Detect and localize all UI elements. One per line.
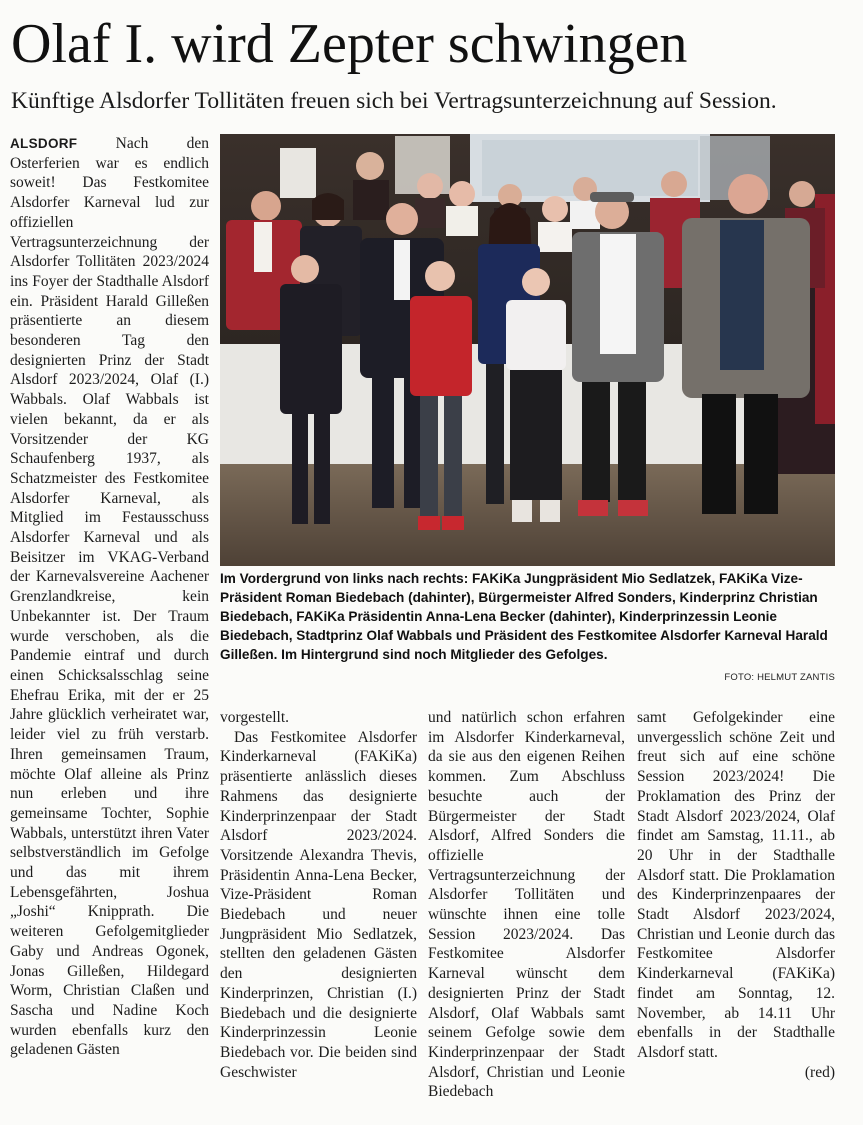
- subheadline: Künftige Alsdorfer Tollitäten freuen sich bei Vertragsunterzeichnung auf Session.: [11, 88, 777, 114]
- headline: Olaf I. wird Zepter schwingen: [11, 13, 688, 75]
- photo-caption: Im Vordergrund von links nach rechts: FAKiKa Jungpräsident Mio Sedlatzek, FAKiKa Vize-Präsident Roman Biedebach (dahinter), Bürgermeister Alfred Sonders, Kinderprinz Christian Biedebach, FAKiKa Präsidentin Anna-Lena Becker (dahinter), Kinderprinzessin Leonie Biedebach, Stadtprinz Olaf Wabbals und Präsident des Festkomitee Alsdorfer Karneval Harald Gilleßen. Im Hintergrund sind noch Mitglieder des Gefolges.: [220, 571, 828, 662]
- column-4-text: samt Gefolgekinder eine unvergesslich schöne Zeit und freut sich auf eine schöne Session 2023/2024! Die Proklamation des Prinz der Stadt Alsdorf 2023/2024, Olaf findet am Samstag, 11.11., ab 20 Uhr in der Stadthalle Alsdorf statt. Die Proklamation des Kinderprinzenpaares der Stadt Alsdorf 2023/2024, Christian und Leonie durch das Festkomitee Alsdorfer Kinderkarneval (FAKiKa) findet am Sonntag, 12. November, ab 14.11 Uhr ebenfalls in der Stadthalle Alsdorf statt.: [637, 709, 835, 1061]
- photo-credit: FOTO: HELMUT ZANTIS: [724, 672, 835, 683]
- group-photo: [220, 134, 835, 566]
- column-3-text: und natürlich schon erfahren im Alsdorfer Kinderkarneval, da sie aus den eigenen Reihen kommen. Zum Abschluss besuchte auch der Bürgermeister der Stadt Alsdorf, Alfred Sonders die offizielle Vertragsunterzeichnung der Alsdorfer Tollitäten und wünschte ihnen eine tolle Session 2023/2024. Das Festkomitee Alsdorfer Karneval wünscht dem designierten Prinz der Stadt Alsdorf, Olaf Wabbals samt seinem Gefolge sowie dem Kinderprinzenpaar der Stadt Alsdorf, Christian und Leonie Biedebach: [428, 709, 625, 1101]
- article-column-3: [428, 708, 625, 1110]
- column-1-text: Nach den Osterferien war es endlich soweit! Das Festkomitee Alsdorfer Karneval lud zur offiziellen Vertragsunterzeichnung der Alsdorfer Tollitäten 2023/2024 ins Foyer der Stadthalle Alsdorf ein. Präsident Harald Gilleßen präsentierte an diesem besonderen Tag den designierten Prinz der Stadt Alsdorf 2023/2024, Olaf (I.) Wabbals. Olaf Wabbals ist vielen bekannt, da er als Vorsitzender der KG Schaufenberg 1937, als Schatzmeister des Festkomitee Alsdorfer Karneval, als Mitglied im Festausschuss Alsdorfer Karneval und als Beisitzer im VKAG-Verband der Karnevalsvereine Aachener Grenzlandkreise, kein Unbekannter ist. Der Traum wurde verschoben, als die Pandemie eintraf und durch einen Schicksalsschlag seine Ehefrau Erika, mit der er 25 Jahre glücklich verheiratet war, leider viel zu früh verstarb. Ihren gemeinsamen Traum, möchte Olaf alleine als Prinz nun erleben und ihre gemeinsame Tochter, Sophie Wabbals, unterstützt ihren Vater selbstverständlich im Gefolge und das mit ihrem Lebensgefährten, Joshua „Joshi“ Knipprath. Die weiteren Gefolgemitglieder Gaby und Andreas Ogonek, Jonas Gilleßen, Hildegard Worm, Christian Claßen und Sascha und Nadine Koch wurden ebenfalls kurz den geladenen Gästen: [10, 135, 209, 1059]
- column-2-text: Das Festkomitee Alsdorfer Kinderkarneval (FAKiKa) präsentierte anlässlich dieses Rahmens das designierte Kinderprinzenpaar der Stadt Alsdorf 2023/2024. Vorsitzende Alexandra Thevis, Präsidentin Anna-Lena Becker, Vize-Präsident Roman Biedebach und neuer Jungpräsident Mio Sedlatzek, stellten den geladenen Gästen den designierten Kinderprinzen, Christian (I.) Biedebach und die designierte Kinderprinzessin Leonie Biedebach vor. Die beiden sind Geschwister: [220, 728, 417, 1081]
- author-signature: (red): [804, 1063, 835, 1081]
- article-column-4: [637, 708, 835, 1110]
- article-column-2: [220, 708, 417, 1110]
- column-2-continuation: vorgestellt.: [220, 709, 290, 726]
- article-column-1: [10, 134, 209, 1110]
- dateline: ALSDORF: [10, 136, 78, 151]
